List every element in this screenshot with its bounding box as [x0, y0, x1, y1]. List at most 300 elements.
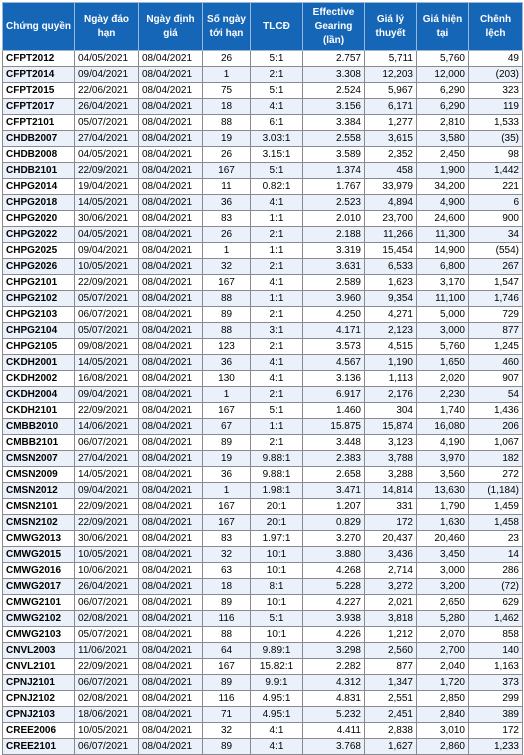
- days-to-maturity-cell: 63: [203, 563, 251, 579]
- effective-gearing-cell: 0.829: [303, 515, 365, 531]
- current-price-cell: 2,650: [417, 595, 469, 611]
- column-header-effective-gearing: Effective Gearing (lần): [303, 3, 365, 51]
- table-row: [3, 707, 523, 723]
- maturity-date-cell: 09/04/2021: [75, 67, 139, 83]
- table-row: [3, 691, 523, 707]
- effective-gearing-cell: 2.589: [303, 275, 365, 291]
- effective-gearing-cell: 3.631: [303, 259, 365, 275]
- maturity-date-cell: 26/04/2021: [75, 579, 139, 595]
- theoretical-price-cell: 1,277: [365, 115, 417, 131]
- column-header-valuation-date: Ngày định giá: [139, 3, 203, 51]
- effective-gearing-cell: 4.226: [303, 627, 365, 643]
- days-to-maturity-cell: 89: [203, 595, 251, 611]
- current-price-cell: 3,560: [417, 467, 469, 483]
- effective-gearing-cell: 4.227: [303, 595, 365, 611]
- theoretical-price-cell: 5,967: [365, 83, 417, 99]
- theoretical-price-cell: 1,347: [365, 675, 417, 691]
- conversion-ratio-cell: 1.97:1: [251, 531, 303, 547]
- conversion-ratio-cell: 4:1: [251, 723, 303, 739]
- theoretical-price-cell: 172: [365, 515, 417, 531]
- warrant-code-cell: CMWG2101: [3, 595, 75, 611]
- valuation-date-cell: 08/04/2021: [139, 291, 203, 307]
- current-price-cell: 3,000: [417, 323, 469, 339]
- conversion-ratio-cell: 5:1: [251, 51, 303, 67]
- table-row: [3, 355, 523, 371]
- days-to-maturity-cell: 167: [203, 275, 251, 291]
- difference-cell: 172: [469, 723, 523, 739]
- days-to-maturity-cell: 18: [203, 99, 251, 115]
- difference-cell: 373: [469, 675, 523, 691]
- warrant-code-cell: CNVL2101: [3, 659, 75, 675]
- current-price-cell: 4,190: [417, 435, 469, 451]
- days-to-maturity-cell: 88: [203, 323, 251, 339]
- theoretical-price-cell: 3,272: [365, 579, 417, 595]
- theoretical-price-cell: 3,436: [365, 547, 417, 563]
- theoretical-price-cell: 2,714: [365, 563, 417, 579]
- current-price-cell: 6,800: [417, 259, 469, 275]
- conversion-ratio-cell: 2:1: [251, 339, 303, 355]
- valuation-date-cell: 08/04/2021: [139, 579, 203, 595]
- table-row: [3, 515, 523, 531]
- table-row: [3, 307, 523, 323]
- current-price-cell: 3,580: [417, 131, 469, 147]
- valuation-date-cell: 08/04/2021: [139, 563, 203, 579]
- warrant-code-cell: CHPG2105: [3, 339, 75, 355]
- theoretical-price-cell: 14,814: [365, 483, 417, 499]
- current-price-cell: 1,740: [417, 403, 469, 419]
- current-price-cell: 2,860: [417, 739, 469, 755]
- maturity-date-cell: 05/07/2021: [75, 627, 139, 643]
- theoretical-price-cell: 6,533: [365, 259, 417, 275]
- warrant-code-cell: CHPG2025: [3, 243, 75, 259]
- table-row: [3, 131, 523, 147]
- valuation-date-cell: 08/04/2021: [139, 467, 203, 483]
- table-row: [3, 403, 523, 419]
- theoretical-price-cell: 23,700: [365, 211, 417, 227]
- days-to-maturity-cell: 1: [203, 67, 251, 83]
- difference-cell: 1,458: [469, 515, 523, 531]
- valuation-date-cell: 08/04/2021: [139, 227, 203, 243]
- valuation-date-cell: 08/04/2021: [139, 115, 203, 131]
- theoretical-price-cell: 331: [365, 499, 417, 515]
- warrant-code-cell: CKDH2004: [3, 387, 75, 403]
- current-price-cell: 34,200: [417, 179, 469, 195]
- conversion-ratio-cell: 2:1: [251, 307, 303, 323]
- table-row: [3, 227, 523, 243]
- days-to-maturity-cell: 83: [203, 211, 251, 227]
- maturity-date-cell: 11/06/2021: [75, 643, 139, 659]
- theoretical-price-cell: 4,515: [365, 339, 417, 355]
- valuation-date-cell: 08/04/2021: [139, 131, 203, 147]
- days-to-maturity-cell: 26: [203, 147, 251, 163]
- days-to-maturity-cell: 116: [203, 611, 251, 627]
- current-price-cell: 12,000: [417, 67, 469, 83]
- maturity-date-cell: 27/04/2021: [75, 131, 139, 147]
- effective-gearing-cell: 15.875: [303, 419, 365, 435]
- column-header-current-price: Giá hiện tại: [417, 3, 469, 51]
- effective-gearing-cell: 2.523: [303, 195, 365, 211]
- current-price-cell: 6,290: [417, 99, 469, 115]
- theoretical-price-cell: 3,788: [365, 451, 417, 467]
- current-price-cell: 11,100: [417, 291, 469, 307]
- valuation-date-cell: 08/04/2021: [139, 387, 203, 403]
- valuation-date-cell: 08/04/2021: [139, 275, 203, 291]
- difference-cell: 729: [469, 307, 523, 323]
- table-row: [3, 611, 523, 627]
- valuation-date-cell: 08/04/2021: [139, 147, 203, 163]
- warrant-code-cell: CMWG2017: [3, 579, 75, 595]
- days-to-maturity-cell: 26: [203, 51, 251, 67]
- valuation-date-cell: 08/04/2021: [139, 531, 203, 547]
- difference-cell: 14: [469, 547, 523, 563]
- theoretical-price-cell: 1,113: [365, 371, 417, 387]
- conversion-ratio-cell: 10:1: [251, 547, 303, 563]
- days-to-maturity-cell: 71: [203, 707, 251, 723]
- valuation-date-cell: 08/04/2021: [139, 691, 203, 707]
- valuation-date-cell: 08/04/2021: [139, 707, 203, 723]
- conversion-ratio-cell: 2:1: [251, 387, 303, 403]
- maturity-date-cell: 30/06/2021: [75, 211, 139, 227]
- difference-cell: 1,442: [469, 163, 523, 179]
- theoretical-price-cell: 877: [365, 659, 417, 675]
- column-header-conversion-ratio: TLCĐ: [251, 3, 303, 51]
- days-to-maturity-cell: 36: [203, 467, 251, 483]
- table-row: [3, 243, 523, 259]
- warrant-code-cell: CKDH2001: [3, 355, 75, 371]
- valuation-date-cell: 08/04/2021: [139, 595, 203, 611]
- column-header-maturity-date: Ngày đáo hạn: [75, 3, 139, 51]
- theoretical-price-cell: 15,454: [365, 243, 417, 259]
- effective-gearing-cell: 3.448: [303, 435, 365, 451]
- conversion-ratio-cell: 4.95:1: [251, 707, 303, 723]
- current-price-cell: 2,230: [417, 387, 469, 403]
- effective-gearing-cell: 1.767: [303, 179, 365, 195]
- valuation-date-cell: 08/04/2021: [139, 739, 203, 755]
- effective-gearing-cell: 1.207: [303, 499, 365, 515]
- warrant-code-cell: CMSN2101: [3, 499, 75, 515]
- valuation-date-cell: 08/04/2021: [139, 211, 203, 227]
- theoretical-price-cell: 4,271: [365, 307, 417, 323]
- difference-cell: (1,184): [469, 483, 523, 499]
- difference-cell: 286: [469, 563, 523, 579]
- theoretical-price-cell: 458: [365, 163, 417, 179]
- effective-gearing-cell: 3.960: [303, 291, 365, 307]
- days-to-maturity-cell: 1: [203, 483, 251, 499]
- difference-cell: 299: [469, 691, 523, 707]
- effective-gearing-cell: 2.524: [303, 83, 365, 99]
- valuation-date-cell: 08/04/2021: [139, 51, 203, 67]
- theoretical-price-cell: 2,560: [365, 643, 417, 659]
- warrant-code-cell: CREE2006: [3, 723, 75, 739]
- conversion-ratio-cell: 1.98:1: [251, 483, 303, 499]
- table-row: [3, 323, 523, 339]
- conversion-ratio-cell: 4:1: [251, 371, 303, 387]
- days-to-maturity-cell: 116: [203, 691, 251, 707]
- maturity-date-cell: 05/07/2021: [75, 115, 139, 131]
- current-price-cell: 2,040: [417, 659, 469, 675]
- current-price-cell: 24,600: [417, 211, 469, 227]
- table-row: [3, 739, 523, 755]
- days-to-maturity-cell: 75: [203, 83, 251, 99]
- effective-gearing-cell: 4.268: [303, 563, 365, 579]
- conversion-ratio-cell: 3.03:1: [251, 131, 303, 147]
- effective-gearing-cell: 4.567: [303, 355, 365, 371]
- difference-cell: (35): [469, 131, 523, 147]
- table-row: [3, 259, 523, 275]
- conversion-ratio-cell: 10:1: [251, 627, 303, 643]
- conversion-ratio-cell: 2:1: [251, 435, 303, 451]
- conversion-ratio-cell: 4.95:1: [251, 691, 303, 707]
- warrant-code-cell: CPNJ2101: [3, 675, 75, 691]
- maturity-date-cell: 06/07/2021: [75, 675, 139, 691]
- theoretical-price-cell: 2,838: [365, 723, 417, 739]
- maturity-date-cell: 10/05/2021: [75, 547, 139, 563]
- current-price-cell: 1,900: [417, 163, 469, 179]
- maturity-date-cell: 10/05/2021: [75, 723, 139, 739]
- conversion-ratio-cell: 9.88:1: [251, 467, 303, 483]
- valuation-date-cell: 08/04/2021: [139, 451, 203, 467]
- difference-cell: (554): [469, 243, 523, 259]
- valuation-date-cell: 08/04/2021: [139, 419, 203, 435]
- effective-gearing-cell: 6.917: [303, 387, 365, 403]
- difference-cell: 6: [469, 195, 523, 211]
- maturity-date-cell: 02/08/2021: [75, 691, 139, 707]
- difference-cell: 54: [469, 387, 523, 403]
- maturity-date-cell: 02/08/2021: [75, 611, 139, 627]
- conversion-ratio-cell: 5:1: [251, 83, 303, 99]
- days-to-maturity-cell: 67: [203, 419, 251, 435]
- warrant-code-cell: CHPG2020: [3, 211, 75, 227]
- warrant-code-cell: CFPT2101: [3, 115, 75, 131]
- difference-cell: 182: [469, 451, 523, 467]
- days-to-maturity-cell: 32: [203, 547, 251, 563]
- difference-cell: 1,163: [469, 659, 523, 675]
- effective-gearing-cell: 3.319: [303, 243, 365, 259]
- days-to-maturity-cell: 130: [203, 371, 251, 387]
- days-to-maturity-cell: 1: [203, 387, 251, 403]
- effective-gearing-cell: 3.298: [303, 643, 365, 659]
- table-row: [3, 67, 523, 83]
- days-to-maturity-cell: 123: [203, 339, 251, 355]
- warrant-code-cell: CMWG2013: [3, 531, 75, 547]
- conversion-ratio-cell: 1:1: [251, 291, 303, 307]
- effective-gearing-cell: 3.938: [303, 611, 365, 627]
- maturity-date-cell: 09/04/2021: [75, 483, 139, 499]
- table-row: [3, 179, 523, 195]
- days-to-maturity-cell: 88: [203, 115, 251, 131]
- conversion-ratio-cell: 9.89:1: [251, 643, 303, 659]
- effective-gearing-cell: 3.308: [303, 67, 365, 83]
- theoretical-price-cell: 2,451: [365, 707, 417, 723]
- current-price-cell: 3,010: [417, 723, 469, 739]
- theoretical-price-cell: 3,615: [365, 131, 417, 147]
- valuation-date-cell: 08/04/2021: [139, 675, 203, 691]
- theoretical-price-cell: 3,288: [365, 467, 417, 483]
- table-row: [3, 83, 523, 99]
- current-price-cell: 16,080: [417, 419, 469, 435]
- current-price-cell: 3,970: [417, 451, 469, 467]
- header-row: [3, 3, 523, 51]
- current-price-cell: 1,790: [417, 499, 469, 515]
- effective-gearing-cell: 2.658: [303, 467, 365, 483]
- warrant-code-cell: CHPG2014: [3, 179, 75, 195]
- warrant-code-cell: CMWG2015: [3, 547, 75, 563]
- effective-gearing-cell: 3.384: [303, 115, 365, 131]
- difference-cell: 858: [469, 627, 523, 643]
- difference-cell: (203): [469, 67, 523, 83]
- difference-cell: (72): [469, 579, 523, 595]
- theoretical-price-cell: 6,171: [365, 99, 417, 115]
- column-header-warrant: Chứng quyền: [3, 3, 75, 51]
- valuation-date-cell: 08/04/2021: [139, 515, 203, 531]
- effective-gearing-cell: 4.831: [303, 691, 365, 707]
- conversion-ratio-cell: 5:1: [251, 163, 303, 179]
- conversion-ratio-cell: 4:1: [251, 355, 303, 371]
- days-to-maturity-cell: 88: [203, 291, 251, 307]
- warrant-code-cell: CPNJ2102: [3, 691, 75, 707]
- warrant-code-cell: CHPG2018: [3, 195, 75, 211]
- column-header-theoretical-price: Giá lý thuyết: [365, 3, 417, 51]
- maturity-date-cell: 10/06/2021: [75, 563, 139, 579]
- conversion-ratio-cell: 1:1: [251, 243, 303, 259]
- maturity-date-cell: 05/07/2021: [75, 291, 139, 307]
- days-to-maturity-cell: 19: [203, 131, 251, 147]
- current-price-cell: 5,760: [417, 51, 469, 67]
- warrant-code-cell: CHPG2022: [3, 227, 75, 243]
- valuation-date-cell: 08/04/2021: [139, 627, 203, 643]
- difference-cell: 323: [469, 83, 523, 99]
- current-price-cell: 5,760: [417, 339, 469, 355]
- table-row: [3, 115, 523, 131]
- days-to-maturity-cell: 32: [203, 723, 251, 739]
- maturity-date-cell: 19/04/2021: [75, 179, 139, 195]
- valuation-date-cell: 08/04/2021: [139, 195, 203, 211]
- effective-gearing-cell: 2.558: [303, 131, 365, 147]
- valuation-date-cell: 08/04/2021: [139, 259, 203, 275]
- maturity-date-cell: 06/07/2021: [75, 739, 139, 755]
- maturity-date-cell: 04/05/2021: [75, 51, 139, 67]
- table-row: [3, 579, 523, 595]
- table-row: [3, 563, 523, 579]
- conversion-ratio-cell: 2:1: [251, 67, 303, 83]
- difference-cell: 267: [469, 259, 523, 275]
- maturity-date-cell: 09/04/2021: [75, 243, 139, 259]
- days-to-maturity-cell: 18: [203, 579, 251, 595]
- maturity-date-cell: 14/06/2021: [75, 419, 139, 435]
- maturity-date-cell: 14/05/2021: [75, 195, 139, 211]
- warrant-table: [2, 2, 523, 755]
- maturity-date-cell: 22/09/2021: [75, 403, 139, 419]
- valuation-date-cell: 08/04/2021: [139, 499, 203, 515]
- difference-cell: 221: [469, 179, 523, 195]
- table-row: [3, 659, 523, 675]
- table-row: [3, 467, 523, 483]
- days-to-maturity-cell: 83: [203, 531, 251, 547]
- effective-gearing-cell: 1.460: [303, 403, 365, 419]
- warrant-code-cell: CKDH2101: [3, 403, 75, 419]
- current-price-cell: 2,020: [417, 371, 469, 387]
- difference-cell: 907: [469, 371, 523, 387]
- table-row: [3, 291, 523, 307]
- conversion-ratio-cell: 20:1: [251, 515, 303, 531]
- effective-gearing-cell: 3.136: [303, 371, 365, 387]
- effective-gearing-cell: 3.156: [303, 99, 365, 115]
- effective-gearing-cell: 5.232: [303, 707, 365, 723]
- table-row: [3, 499, 523, 515]
- theoretical-price-cell: 15,874: [365, 419, 417, 435]
- current-price-cell: 11,300: [417, 227, 469, 243]
- table-row: [3, 595, 523, 611]
- table-row: [3, 627, 523, 643]
- maturity-date-cell: 14/05/2021: [75, 467, 139, 483]
- current-price-cell: 5,280: [417, 611, 469, 627]
- effective-gearing-cell: 3.573: [303, 339, 365, 355]
- current-price-cell: 20,460: [417, 531, 469, 547]
- days-to-maturity-cell: 88: [203, 627, 251, 643]
- difference-cell: 34: [469, 227, 523, 243]
- days-to-maturity-cell: 11: [203, 179, 251, 195]
- conversion-ratio-cell: 3:1: [251, 323, 303, 339]
- valuation-date-cell: 08/04/2021: [139, 243, 203, 259]
- table-row: [3, 147, 523, 163]
- current-price-cell: 5,000: [417, 307, 469, 323]
- table-row: [3, 531, 523, 547]
- current-price-cell: 3,200: [417, 579, 469, 595]
- days-to-maturity-cell: 32: [203, 259, 251, 275]
- maturity-date-cell: 22/09/2021: [75, 515, 139, 531]
- maturity-date-cell: 09/08/2021: [75, 339, 139, 355]
- days-to-maturity-cell: 167: [203, 499, 251, 515]
- maturity-date-cell: 22/09/2021: [75, 499, 139, 515]
- table-header: [3, 3, 523, 51]
- days-to-maturity-cell: 167: [203, 659, 251, 675]
- warrant-code-cell: CFPT2014: [3, 67, 75, 83]
- days-to-maturity-cell: 89: [203, 739, 251, 755]
- valuation-date-cell: 08/04/2021: [139, 163, 203, 179]
- valuation-date-cell: 08/04/2021: [139, 179, 203, 195]
- valuation-date-cell: 08/04/2021: [139, 723, 203, 739]
- warrant-code-cell: CMSN2102: [3, 515, 75, 531]
- warrant-code-cell: CHPG2026: [3, 259, 75, 275]
- warrant-code-cell: CFPT2017: [3, 99, 75, 115]
- difference-cell: 900: [469, 211, 523, 227]
- current-price-cell: 2,840: [417, 707, 469, 723]
- effective-gearing-cell: 1.374: [303, 163, 365, 179]
- difference-cell: 460: [469, 355, 523, 371]
- effective-gearing-cell: 2.383: [303, 451, 365, 467]
- table-row: [3, 419, 523, 435]
- theoretical-price-cell: 2,352: [365, 147, 417, 163]
- warrant-code-cell: CREE2101: [3, 739, 75, 755]
- days-to-maturity-cell: 1: [203, 243, 251, 259]
- warrant-code-cell: CMSN2012: [3, 483, 75, 499]
- valuation-date-cell: 08/04/2021: [139, 403, 203, 419]
- difference-cell: 877: [469, 323, 523, 339]
- days-to-maturity-cell: 89: [203, 307, 251, 323]
- warrant-code-cell: CHPG2104: [3, 323, 75, 339]
- theoretical-price-cell: 3,123: [365, 435, 417, 451]
- current-price-cell: 2,810: [417, 115, 469, 131]
- days-to-maturity-cell: 89: [203, 675, 251, 691]
- effective-gearing-cell: 3.589: [303, 147, 365, 163]
- table-row: [3, 99, 523, 115]
- table-row: [3, 339, 523, 355]
- warrant-code-cell: CHDB2008: [3, 147, 75, 163]
- theoretical-price-cell: 33,979: [365, 179, 417, 195]
- warrant-code-cell: CMSN2009: [3, 467, 75, 483]
- conversion-ratio-cell: 20:1: [251, 499, 303, 515]
- current-price-cell: 6,290: [417, 83, 469, 99]
